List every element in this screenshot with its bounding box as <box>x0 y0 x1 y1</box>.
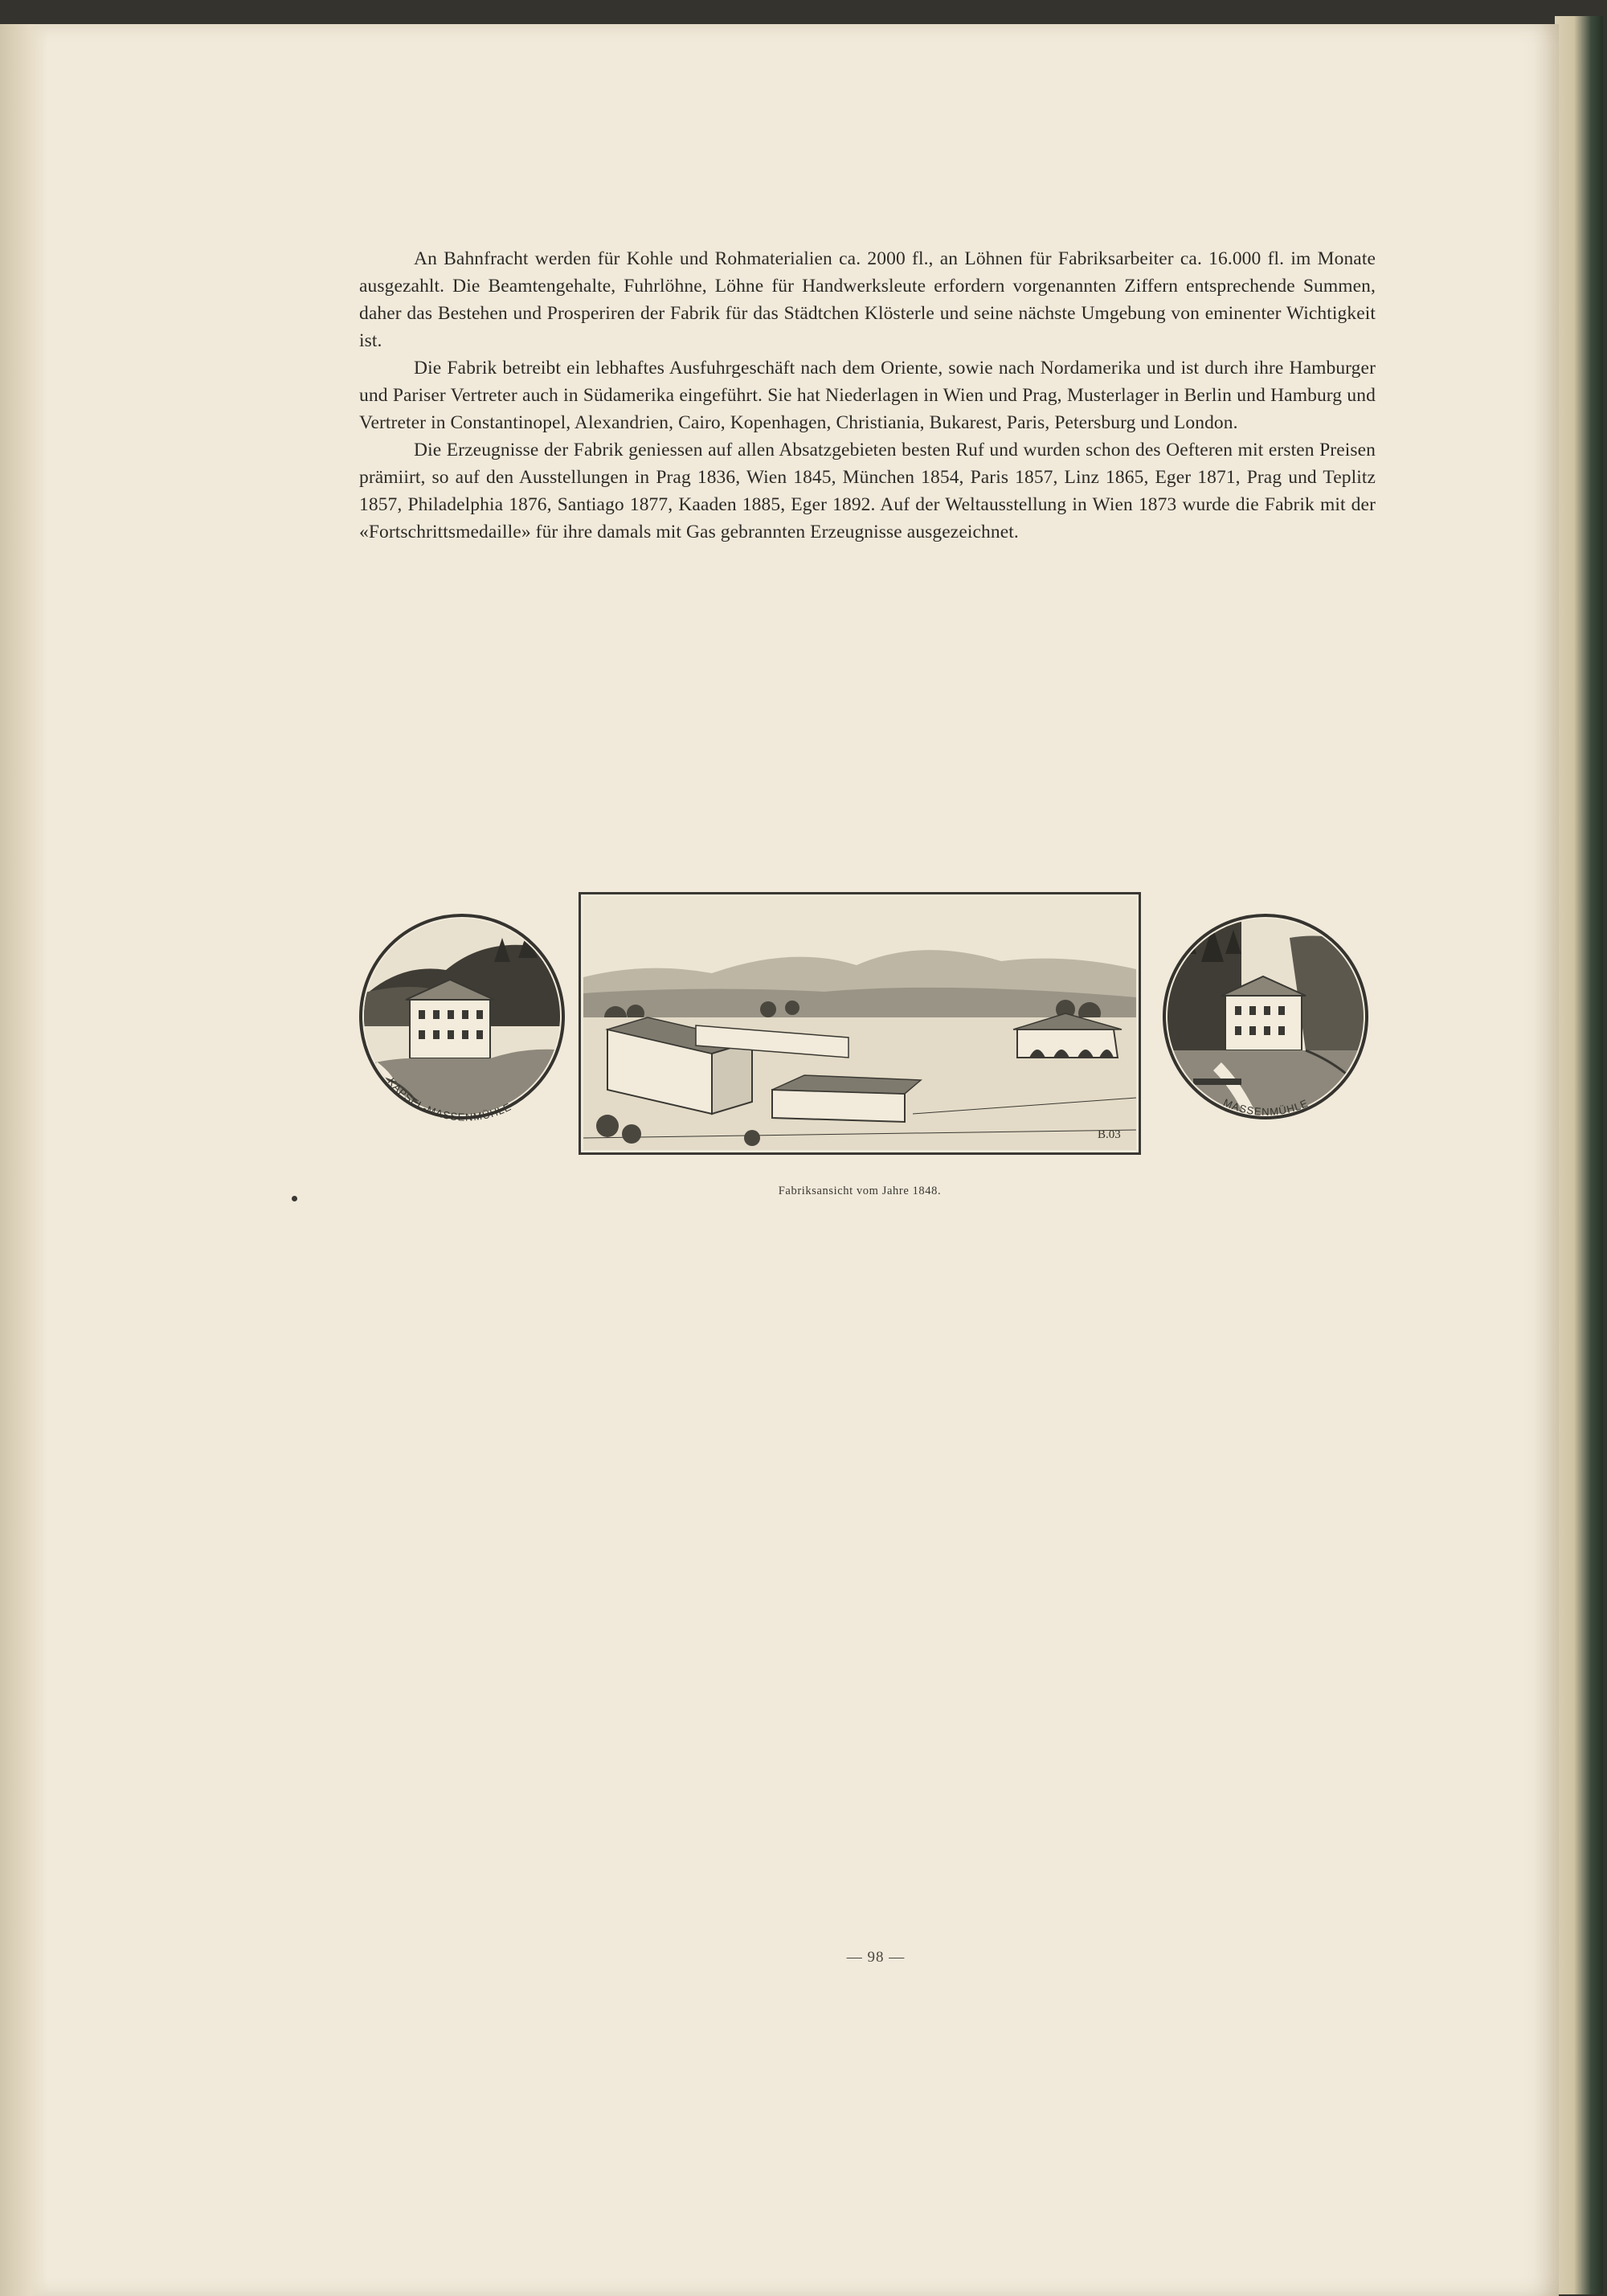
right-medallion-label: MASSENMÜHLE <box>1221 1096 1311 1118</box>
engraving-group <box>341 888 1386 1177</box>
page-gutter <box>0 24 48 2296</box>
kapsel-massenmuehle-engraving <box>341 906 583 1147</box>
paragraph: Die Fabrik betreibt ein lebhaftes Ausfuhrgeschäft nach dem Oriente, sowie nach Nordamerika und ist durch ihre Hamburger und Pariser Vertreter auch in Südamerika eingeführt. Sie hat Niederlagen in Wien und Prag, Musterlager in Berlin und Hamburg und Vertreter in Constantinopel, Alexandrien, Cairo, Kopenhagen, Christiania, Bukarest, Paris, Petersburg und London. <box>359 358 1376 433</box>
paragraph: Die Erzeugnisse der Fabrik geniessen auf allen Absatzgebieten besten Ruf und wurden schon des Oefteren mit ersten Preisen prämiirt, so auf den Ausstellungen in Prag 1836, Wien 1845, München 1854, Paris 1857, Linz 1865, Eger 1871, Prag und Teplitz 1857, Philadelphia 1876, Santiago 1877, Kaaden 1885, Eger 1892. Auf der Weltausstellung in Wien 1873 wurde die Fabrik mit der «Fortschrittsmedaille» für ihre damals mit Gas gebrannten Erzeugnisse ausgezeichnet. <box>359 440 1376 542</box>
paragraph: An Bahnfracht werden für Kohle und Rohmaterialien ca. 2000 fl., an Löhnen für Fabriksarbeiter ca. 16.000 fl. im Monate ausgezahlt. Die Beamtengehalte, Fuhrlöhne, Löhne für Handwerksleute erfordern vorgenannten Ziffern entsprechende Summen, daher das Bestehen und Prosperiren der Fabrik für das Städtchen Klösterle und seine nächste Umgebung von eminenter Wichtigkeit ist. <box>359 248 1376 351</box>
figure-caption: Fabriksansicht vom Jahre 1848. <box>778 1185 942 1197</box>
page-stack-edge <box>1555 16 1603 2294</box>
body-text <box>359 245 1376 546</box>
left-medallion-label: KAPSEL-MASSENMÜHLE <box>385 1075 514 1123</box>
ink-speck <box>292 1196 297 1201</box>
factory-panorama-engraving <box>579 892 1141 1155</box>
page-number: — 98 — <box>846 1949 906 1966</box>
engraver-signature: B.03 <box>1098 1128 1121 1141</box>
massenmuehle-engraving <box>1145 906 1386 1147</box>
